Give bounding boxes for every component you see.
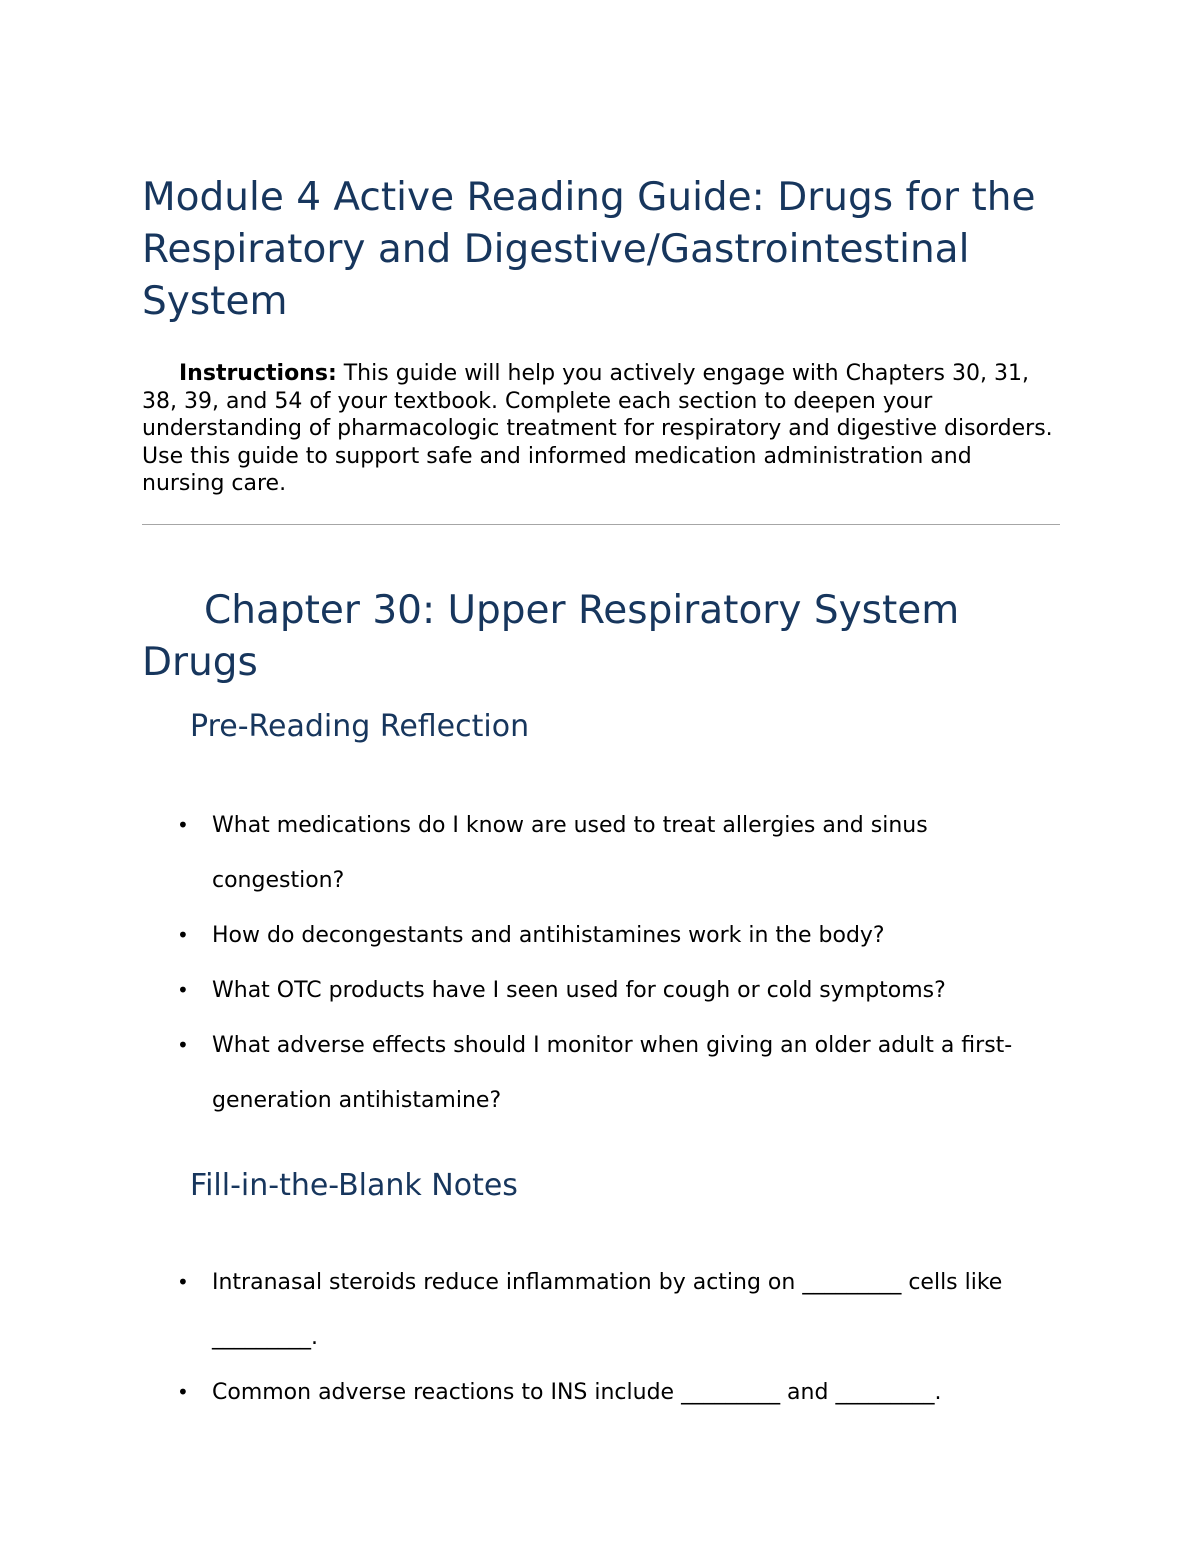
pre-reading-heading: Pre-Reading Reflection	[190, 709, 530, 744]
instructions-label: Instructions:	[179, 361, 337, 386]
horizontal-divider	[142, 524, 1060, 525]
pre-reading-list	[142, 798, 1060, 1128]
document-title: Module 4 Active Reading Guide: Drugs for the Respiratory and Digestive/Gastrointestinal System	[142, 175, 1036, 324]
instructions-text: This guide will help you actively engage with Chapters 30, 31, 38, 39, and 54 of your textbook. Complete each section to deepen your understanding of pharmacologic treatment for respiratory and digestive disorders. Use this guide to support safe and informed medication administration and nursing care.	[142, 361, 1053, 496]
bullet-icon: •	[177, 1380, 189, 1404]
fill-in-blank-list	[142, 1255, 1060, 1420]
bullet-icon: •	[177, 1033, 189, 1057]
list-item	[142, 1018, 1060, 1128]
list-item-text: Intranasal steroids reduce inflammation by acting on _________ cells like _________.	[212, 1270, 1003, 1350]
list-item	[142, 1255, 1060, 1365]
list-item	[142, 908, 1060, 963]
list-item	[142, 798, 1060, 908]
list-item-text: Common adverse reactions to INS include _________ and _________.	[212, 1380, 942, 1405]
fill-in-blank-heading: Fill-in-the-Blank Notes	[190, 1168, 518, 1203]
list-item-text: What medications do I know are used to treat allergies and sinus congestion?	[212, 813, 928, 893]
chapter-title: Chapter 30: Upper Respiratory System Drugs	[142, 588, 960, 685]
bullet-icon: •	[177, 978, 189, 1002]
list-item-text: How do decongestants and antihistamines work in the body?	[212, 923, 885, 948]
bullet-icon: •	[177, 813, 189, 837]
bullet-icon: •	[177, 923, 189, 947]
list-item-text: What OTC products have I seen used for cough or cold symptoms?	[212, 978, 946, 1003]
list-item	[142, 1365, 1060, 1420]
list-item	[142, 963, 1060, 1018]
list-item-text: What adverse effects should I monitor when giving an older adult a first-generation antihistamine?	[212, 1033, 1013, 1113]
bullet-icon: •	[177, 1270, 189, 1294]
instructions-paragraph	[142, 360, 1060, 498]
